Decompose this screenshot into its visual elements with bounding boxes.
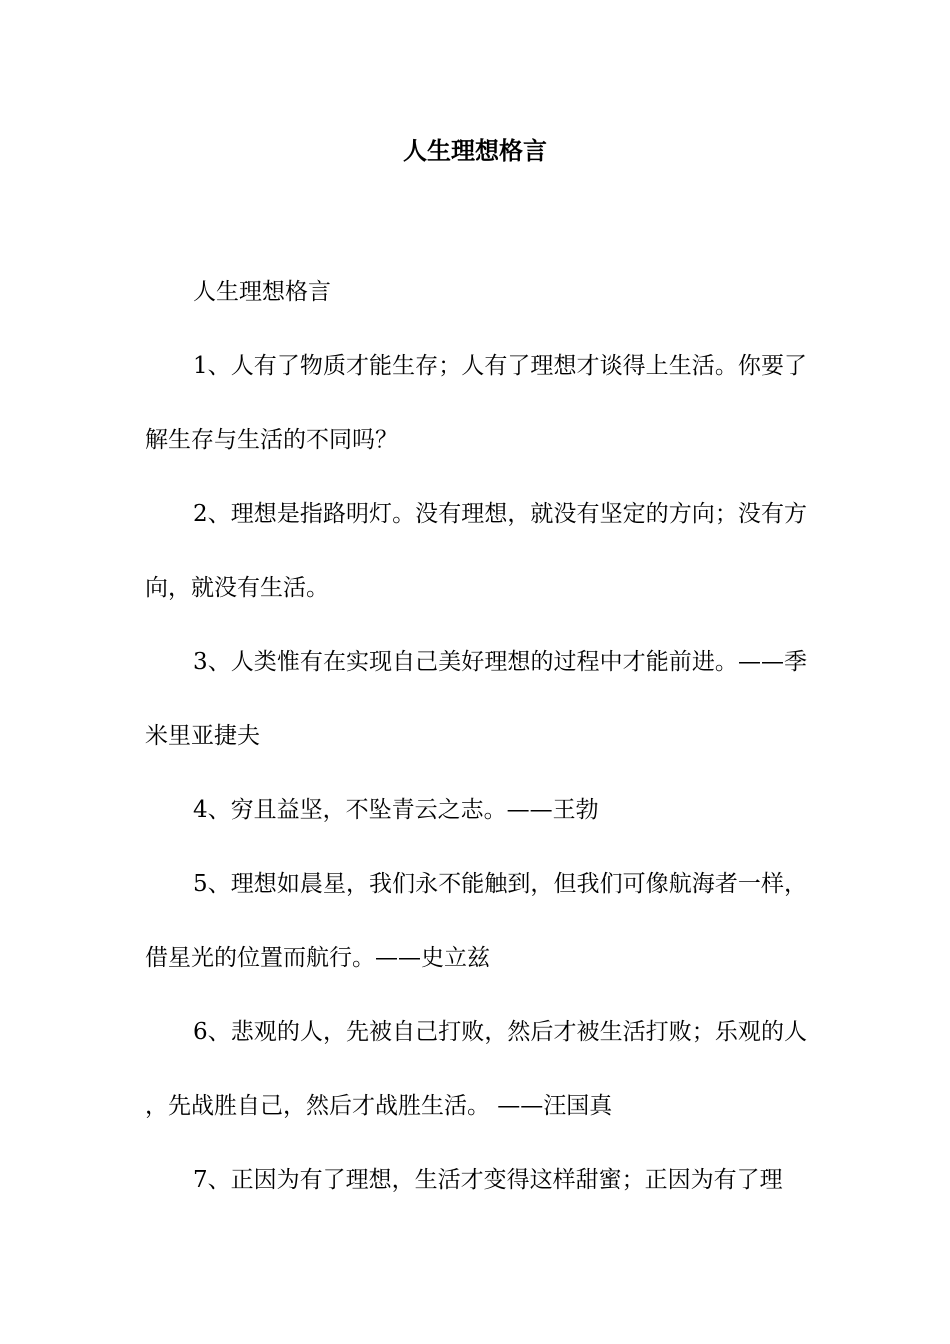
document-body xyxy=(145,255,807,1217)
quote-paragraph-4: 4、穷且益坚，不坠青云之志。——王勃 xyxy=(193,797,599,823)
quote-paragraph-7: 7、正因为有了理想，生活才变得这样甜蜜；正因为有了理 xyxy=(193,1167,783,1193)
quote-paragraph-1: 1、人有了物质才能生存；人有了理想才谈得上生活。你要了解生存与生活的不同吗？ xyxy=(145,353,807,453)
quote-paragraph-3: 3、人类惟有在实现自己美好理想的过程中才能前进。——季米里亚捷夫 xyxy=(145,649,807,749)
quote-paragraph-6: 6、悲观的人，先被自己打败，然后才被生活打败；乐观的人，先战胜自己，然后才战胜生活。 ——汪国真 xyxy=(145,1019,807,1119)
quote-paragraph-5: 5、理想如晨星，我们永不能触到，但我们可像航海者一样，借星光的位置而航行。——史立兹 xyxy=(145,871,807,971)
section-heading: 人生理想格言 xyxy=(193,279,331,305)
quote-paragraph-2: 2、理想是指路明灯。没有理想，就没有坚定的方向；没有方向，就没有生活。 xyxy=(145,501,807,601)
page-title: 人生理想格言 xyxy=(403,136,547,165)
